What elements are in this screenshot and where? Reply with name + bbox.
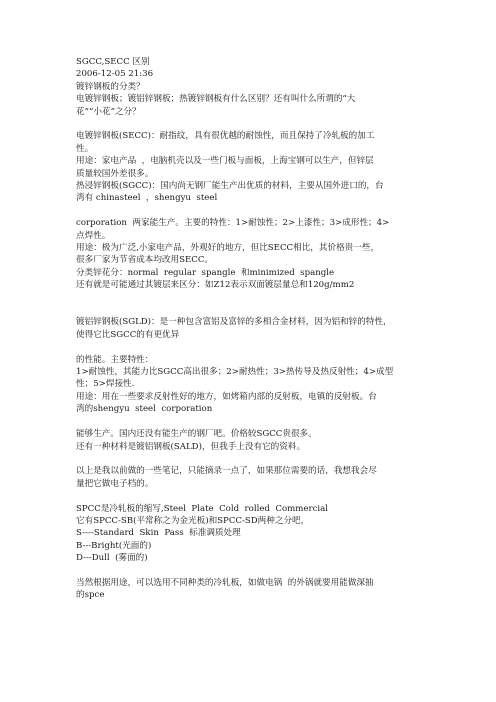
text-line [76,292,426,304]
text-line: 湾的shengyu steel corporation [76,404,213,415]
text-line: 用途：用在一些要求反射性好的地方，如烤箱内部的反射板，电镇的反射板。台 [76,391,377,402]
text-line: B---Bright(光面的) [76,540,152,551]
text-line: 当然根据用途，可以选用不同种类的冷轧板，如做电锅 的外锅就要用能做深抽 [76,577,374,588]
text-line [76,416,426,428]
text-line [76,341,426,353]
text-line: 的性能。主要特性： [76,354,154,365]
text-line: 电镀锌钢板；镀铝锌钢板；热镀锌钢板有什么区别？还有叫什么所谓的“大 [76,94,356,105]
text-line [76,490,426,502]
text-line: 还有一种材料是镀铝钢板(SALD)，但我手上没有它的资料。 [76,441,306,452]
text-line: D---Dull (雾面的) [76,553,148,564]
text-line: S----Standard Skin Pass 标准调质处理 [76,528,241,539]
text-line [76,453,426,465]
text-line: 电镀锌钢板(SECC)：耐指纹，具有很优越的耐蚀性，而且保持了冷轧板的加工 [76,131,375,142]
text-line: 热浸锌钢板(SGCC)：国内尚无钢厂能生产出优质的材料，主要从国外进口的，台 [76,181,384,192]
text-line: 以上是我以前做的一些笔记，只能摘录一点了，如果那位需要的话，我想我会尽 [76,466,377,477]
text-line [76,304,426,316]
text-line: 用途：家电产品 ，电脑机壳以及一些门板与面板，上海宝钢可以生产，但锌层 [76,156,374,167]
text-line: 使得它比SGCC的有更优异 [76,329,180,340]
document-date: 2006-12-05 21:36 [76,69,154,80]
text-line: 用途：极为广泛,小家电产品，外观好的地方，但比SECC相比，其价格贵一些， [76,243,380,254]
text-line [76,118,426,130]
text-line: 量把它做电子档的。 [76,478,154,489]
text-line: 还有就是可能通过其镀层来区分：如Z12表示双面镀层量总和120g/mm2 [76,280,355,291]
text-line: 性；5>焊接性. [76,379,135,390]
text-line: 质量较国外差很多。 [76,168,154,179]
text-line [76,565,426,577]
text-line: corporation 两家能生产。主要的特性：1>耐蚀性；2>上漆性；3>成形性；4> [76,218,390,229]
text-line: 点焊性。 [76,230,111,241]
text-line: 它有SPCC-SB(平常称之为金光板)和SPCC-SD两种之分吧， [76,515,310,526]
text-line: 镀铝锌钢板(SGLD)：是一种包含富铝及富锌的多相合金材料，因为铝和锌的特性， [76,317,392,328]
text-line: 镀锌钢板的分类？ [76,81,145,92]
text-line: 分类锌花分：normal regular spangle 和minimized spangle [76,267,335,278]
text-line [76,205,426,217]
text-line: SPCC是冷轧板的缩写,Steel Plate Cold rolled Commercial [76,503,329,514]
text-line: 湾有 chinasteel ，shengyu steel [76,193,218,204]
text-line: 1>耐蚀性，其能力比SGCC高出很多；2>耐热性；3>热传导及热反射性；4>成型 [76,367,394,378]
text-line: 花”“小花”之分？ [76,106,141,117]
document-title: SGCC,SECC 区别 [76,57,150,67]
text-line: 性。 [76,143,94,154]
document-body [76,56,426,602]
text-line: 很多厂家为节省成本均改用SECC。 [76,255,214,266]
text-line: 能够生产。国内还没有能生产的钢厂吧。价格较SGCC贵很多。 [76,429,317,440]
document-text [76,81,426,602]
text-line: 的spce [76,590,105,601]
